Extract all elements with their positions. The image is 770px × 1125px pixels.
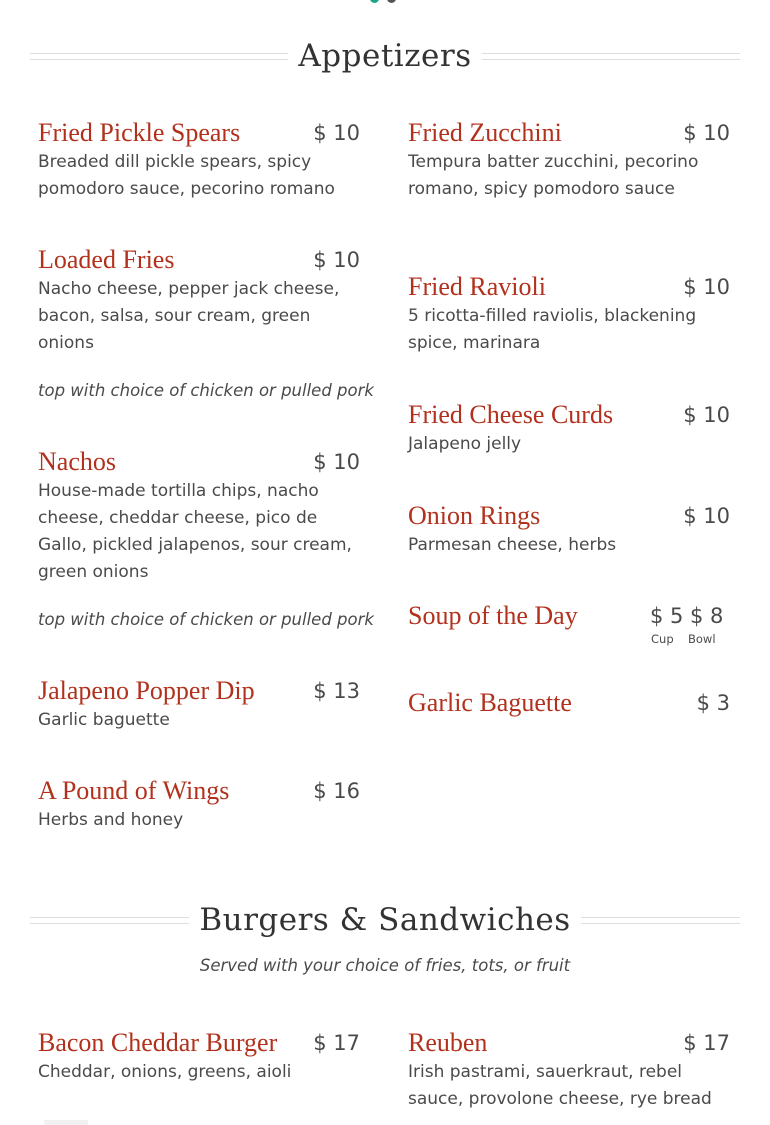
item-name: Onion Rings — [408, 501, 541, 530]
item-price: $ 10 — [683, 504, 730, 528]
item-name: Jalapeno Popper Dip — [38, 676, 255, 705]
menu-item — [408, 687, 730, 719]
item-description: Jalapeno jelly — [408, 434, 522, 454]
item-name: Fried Pickle Spears — [38, 118, 241, 147]
item-price: $ 13 — [313, 679, 360, 703]
price-cup-label: Cup — [651, 632, 674, 646]
item-description: Tempura batter zucchini, pecorino romano, spicy pomodoro sauce — [408, 152, 699, 199]
item-description: House-made tortilla chips, nacho cheese, cheddar cheese, pico de Gallo, pickled jalapenos, sour cream, green onions — [38, 481, 352, 582]
menu-item — [38, 675, 360, 734]
menu-item — [408, 500, 730, 559]
item-name: Nachos — [38, 447, 116, 476]
section-title-burgers: Burgers & Sandwiches — [199, 902, 571, 938]
item-name: Fried Ravioli — [408, 272, 546, 301]
carousel-dot[interactable] — [387, 0, 396, 3]
item-note: top with choice of chicken or pulled pork — [38, 381, 374, 400]
item-price: $ 3 — [696, 691, 730, 715]
item-price: $ 10 — [313, 121, 360, 145]
item-name: Reuben — [408, 1028, 488, 1057]
item-price: $ 16 — [313, 779, 360, 803]
menu-item — [38, 1027, 360, 1086]
menu-item — [38, 775, 360, 834]
divider-line — [581, 917, 740, 924]
divider-line — [482, 53, 740, 60]
item-price: $ 10 — [683, 121, 730, 145]
price-bowl: $ 8 — [690, 604, 724, 628]
item-price: $ 10 — [683, 403, 730, 427]
menu-item — [408, 117, 730, 203]
item-price: $ 10 — [313, 450, 360, 474]
price-bowl-label: Bowl — [688, 632, 716, 646]
item-description: Cheddar, onions, greens, aioli — [38, 1062, 292, 1082]
item-note: top with choice of chicken or pulled pork — [38, 610, 374, 629]
divider-line — [30, 53, 288, 60]
item-name: Garlic Baguette — [408, 688, 572, 717]
divider-line — [30, 917, 189, 924]
item-description: Irish pastrami, sauerkraut, rebel sauce, provolone cheese, rye bread — [408, 1062, 712, 1109]
section-title-appetizers: Appetizers — [298, 38, 472, 74]
image-placeholder — [44, 1120, 88, 1125]
menu-item — [38, 446, 374, 633]
item-name: A Pound of Wings — [38, 776, 230, 805]
item-name: Bacon Cheddar Burger — [38, 1028, 278, 1057]
carousel-dot-active[interactable] — [370, 0, 379, 3]
item-price-options — [650, 600, 730, 648]
item-description: Parmesan cheese, herbs — [408, 535, 617, 555]
item-price: $ 10 — [683, 275, 730, 299]
item-description: Nacho cheese, pepper jack cheese, bacon, salsa, sour cream, green onions — [38, 279, 340, 353]
item-description: 5 ricotta-filled raviolis, blackening spice, marinara — [408, 306, 697, 353]
item-price: $ 17 — [313, 1031, 360, 1055]
section-subtitle: Served with your choice of fries, tots, or fruit — [199, 956, 571, 975]
menu-item — [408, 1027, 730, 1113]
item-price: $ 10 — [313, 248, 360, 272]
menu-item — [38, 244, 374, 404]
item-name: Loaded Fries — [38, 245, 175, 274]
appetizers-header — [30, 38, 740, 74]
item-name: Fried Zucchini — [408, 118, 562, 147]
menu-item — [408, 399, 730, 458]
menu-item — [408, 600, 730, 646]
item-description: Breaded dill pickle spears, spicy pomodoro sauce, pecorino romano — [38, 152, 335, 199]
item-description: Herbs and honey — [38, 810, 184, 830]
item-name: Fried Cheese Curds — [408, 400, 614, 429]
menu-item — [408, 271, 730, 357]
item-description: Garlic baguette — [38, 710, 170, 730]
item-name: Soup of the Day — [408, 601, 578, 630]
price-cup: $ 5 — [650, 604, 684, 628]
burgers-header — [30, 902, 740, 938]
item-price: $ 17 — [683, 1031, 730, 1055]
menu-item — [38, 117, 360, 203]
